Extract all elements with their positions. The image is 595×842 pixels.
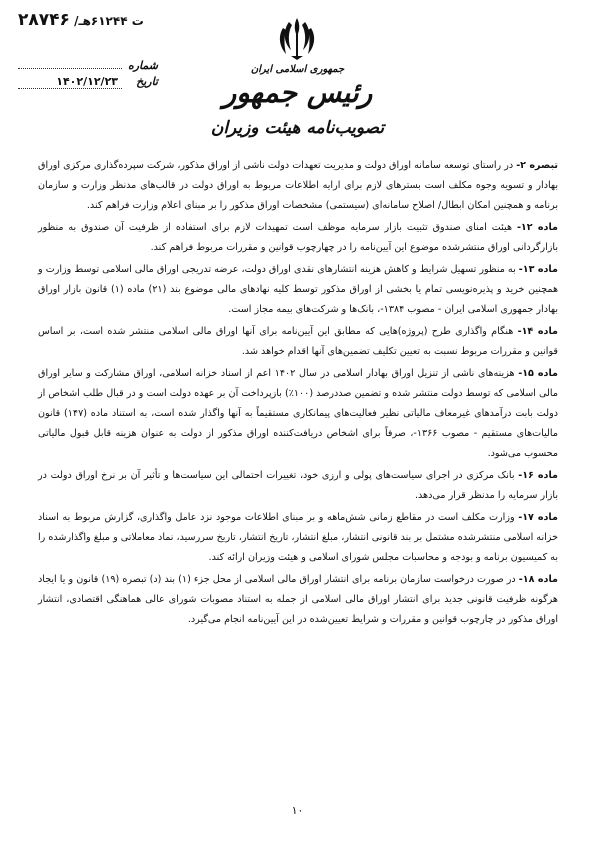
paragraph-heading: تبصره ۲-	[516, 160, 558, 171]
paragraph	[38, 260, 558, 320]
paragraph	[38, 364, 558, 464]
paragraph	[38, 570, 558, 630]
iran-emblem-icon	[275, 14, 319, 62]
paragraph	[38, 508, 558, 568]
document-body	[38, 156, 558, 632]
paragraph-text: به منظور تسهیل شرایط و کاهش هزینه انتشارهای نقدی اوراق دولت، عرضه تدریجی اوراق مالی اسلامی توسط وزارت و همچنین خرید و پذیره‌نویسی تمام یا بخشی از اوراق مذکور توسط کلیه نهادهای مالی موضوع بند (۲۱) ماده (۱) قانون بازار اوراق بهادار جمهوری اسلامی ایران - مصوب ۱۳۸۴-، بانک‌ها و شرکت‌های بیمه مجاز است.	[38, 264, 559, 315]
paragraph-text: هیئت امنای صندوق تثبیت بازار سرمایه موظف است تمهیدات لازم برای استفاده از ظرفیت آن صندوق به منظور بازارگردانی اوراق منتشرشده موضوع این آیین‌نامه را در چهارچوب قوانین و مقررات مربوط فراهم کند.	[38, 222, 558, 253]
number-label: شماره	[127, 59, 158, 72]
page-subtitle: تصویب‌نامه هیئت وزیران	[210, 118, 385, 138]
date-label: تاریخ	[136, 75, 158, 88]
paragraph	[38, 218, 558, 258]
paragraph-text: در راستای توسعه سامانه اوراق دولت و مدیریت تعهدات دولت ناشی از اوراق مذکور، شرکت سپرده‌گذاری مرکزی اوراق بهادار و تسویه وجوه مکلف است بسترهای لازم برای ارایه اطلاعات مربوط به اوراق دولت در قالب‌های مدنظر وزارت و سازمان برنامه و همچنین امکان ابطال/ اصلاح سامانه‌ای (سیستمی) مشخصات اوراق مذکور را بر مبنای اعلام وزارت فراهم کند.	[38, 160, 558, 211]
paragraph-heading: ماده ۱۳-	[518, 264, 558, 275]
country-name: جمهوری اسلامی ایران	[250, 64, 345, 75]
paragraph-text: بانک مرکزی در اجرای سیاست‌های پولی و ارزی خود، تغییرات احتمالی این سیاست‌ها و تأثیر آن بر نرخ اوراق دولت در بازار سرمایه را مدنظر قرار می‌دهد.	[38, 470, 558, 501]
page-title: رئیس جمهور	[222, 76, 373, 109]
paragraph-text: وزارت مکلف است در مقاطع زمانی شش‌ماهه و بر مبنای اطلاعات موجود نزد عامل واگذاری، گزارش مربوط به اسناد خزانه اسلامی منتشرشده مشتمل بر بند قانونی انتشار، مبلغ انتشار، تاریخ انتشار، تاریخ سررسید، نماد معاملاتی و مبلغ واگذارشده را به کمیسیون برنامه و بودجه و محاسبات مجلس شورای اسلامی و هیئت وزیران ارائه کند.	[38, 512, 558, 563]
paragraph-text: هنگام واگذاری طرح (پروژه)هایی که مطابق این آیین‌نامه برای آنها اوراق مالی اسلامی منتشر شده است، بر اساس قوانین و مقررات مربوط نسبت به تعیین تکلیف تضمین‌های آنها اقدام خواهد شد.	[38, 326, 558, 357]
paragraph	[38, 322, 558, 362]
paragraph-text: هزینه‌های ناشی از تنزیل اوراق بهادار اسلامی در سال ۱۴۰۲ اعم از اسناد خزانه اسلامی، اوراق مشارکت و سایر اوراق مالی اسلامی که توسط دولت منتشر شده و تضمین صددرصد (۱۰۰٪) بازپرداخت آن بر عهده دولت است و در قبال طلب اشخاص از دولت بابت درآمدهای غیرمعاف مالیاتی نظیر فعالیت‌های پیمانکاری مستقیماً به آنها واگذار شده است، به استناد ماده (۱۴۷) قانون مالیات‌های مستقیم - مصوب ۱۳۶۶-، صرفاً برای اشخاص دریافت‌کننده اوراق مذکور از دولت به عنوان هزینه قابل قبول مالیاتی محسوب می‌شود.	[38, 368, 558, 459]
paragraph-heading: ماده ۱۸-	[518, 574, 559, 585]
page-number: ۱۰	[291, 804, 304, 817]
paragraph-heading: ماده ۱۵-	[518, 368, 558, 379]
paragraph	[38, 156, 558, 216]
paragraph-heading: ماده ۱۴-	[517, 326, 558, 337]
paragraph-heading: ماده ۱۲-	[516, 222, 558, 233]
paragraph-heading: ماده ۱۷-	[518, 512, 558, 523]
paragraph	[38, 466, 558, 506]
document-number-main: ۲۸۷۴۶	[18, 10, 70, 30]
paragraph-text: در صورت درخواست سازمان برنامه برای انتشار اوراق مالی اسلامی از محل جزء (۱) بند (د) تبصره (۱۹) قانون و یا ایجاد هرگونه ظرفیت قانونی جدید برای انتشار اوراق مالی اسلامی از جمله به استناد مصوبات شورای عالی هماهنگی اقتصادی، انتشار اوراق مذکور در چارچوب قوانین و مقررات و شرایط تعیین‌شده در این آیین‌نامه انجام می‌گیرد.	[38, 574, 558, 625]
document-number	[18, 10, 144, 30]
paragraph-heading: ماده ۱۶-	[518, 470, 558, 481]
date-value: ۱۴۰۲/۱۲/۲۳	[18, 75, 122, 89]
document-number-suffix: /ت ۶۱۲۴۴هـ	[74, 14, 144, 28]
